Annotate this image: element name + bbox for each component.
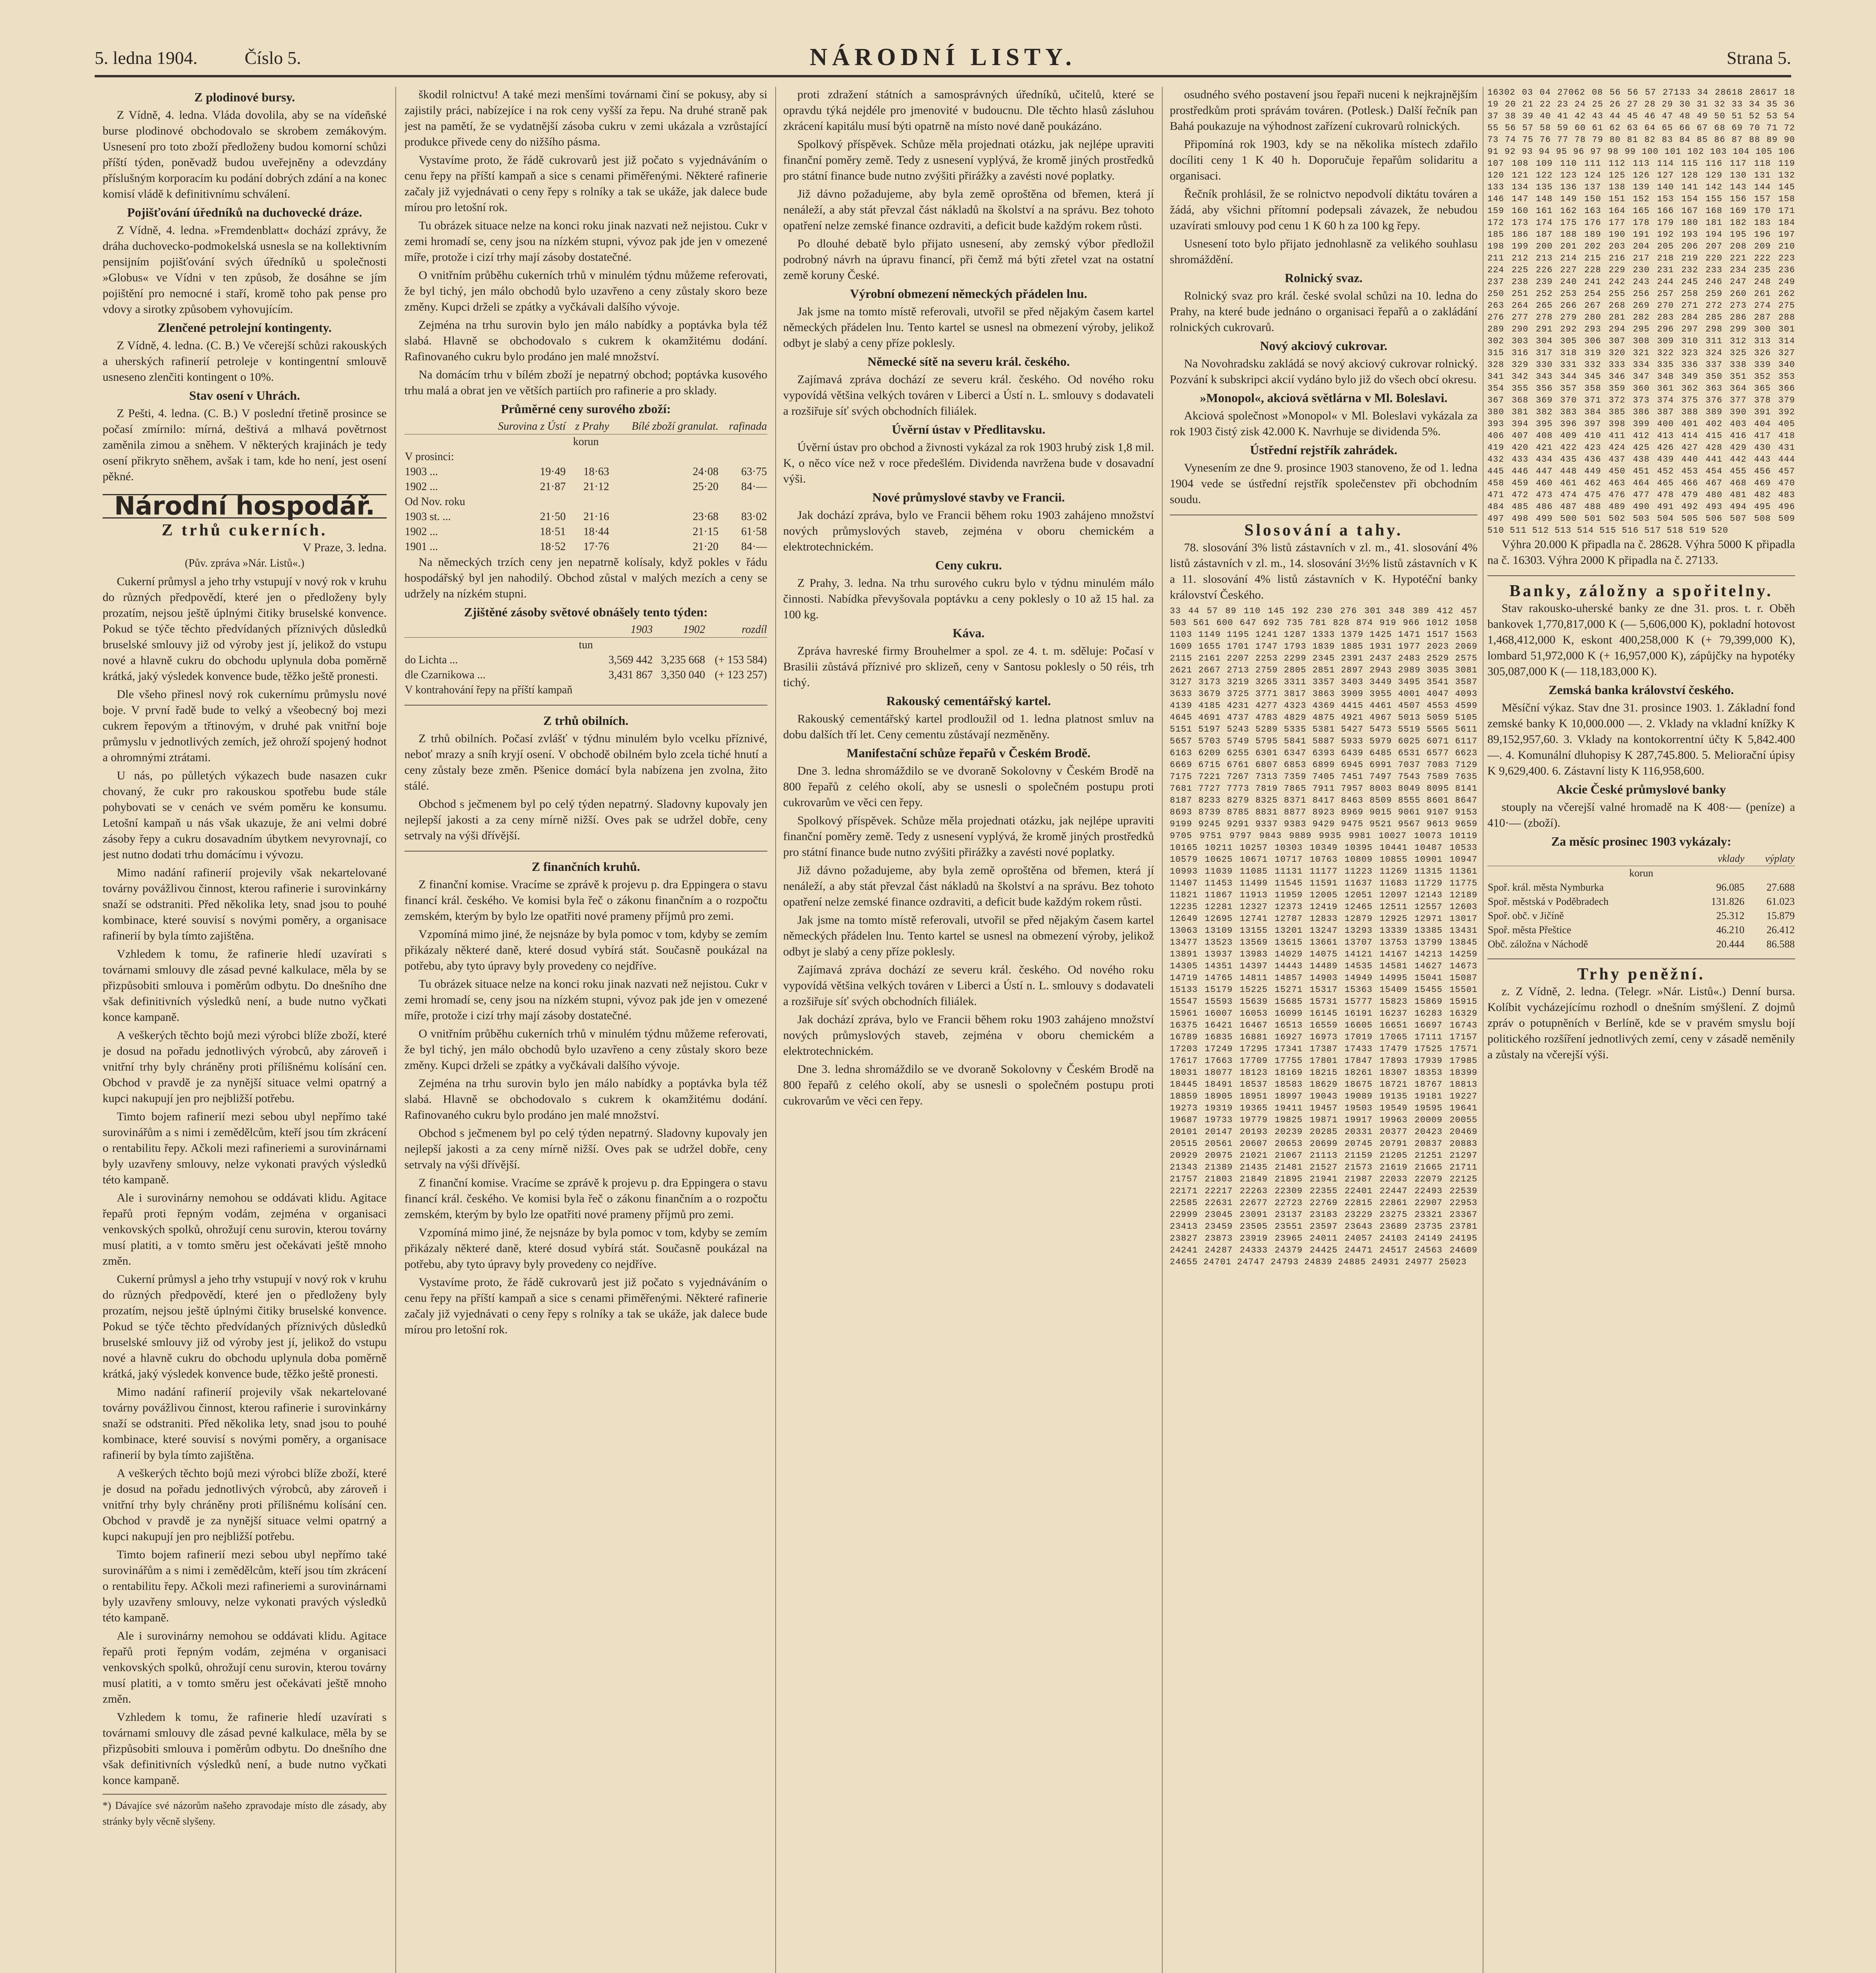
table-unit-row xyxy=(1487,866,1795,881)
article-paragraph: Tu obrázek situace nelze na konci roku jinak nazvati než nejistou. Cukr v zemi hromadí se, ceny jsou na nízkém stupni, vývoz pak jde jen v omezené míře, protože i cizí trhy mají zásoby dostatečné. xyxy=(404,977,767,1022)
article-paragraph: Vzpomíná mimo jiné, že nejsnáze by byla pomoc v tom, kdyby se zemím přikázaly některé daně, které dosud vybírá stát. Současně poukázal na potřebu, aby tyto úpravy byly provedeny co nejdříve. xyxy=(404,1226,767,1271)
issue-number: Číslo 5. xyxy=(245,48,301,68)
table-unit: korun xyxy=(1629,867,1653,879)
table-row xyxy=(404,449,767,464)
masthead xyxy=(95,43,1791,71)
table-cell: 21·16 xyxy=(583,511,610,523)
article-paragraph: Vzpomíná mimo jiné, že nejsnáze by byla pomoc v tom, kdyby se zemím přikázaly některé daně, které dosud vybírá stát. Současně poukázal na potřebu, aby tyto úpravy byly provedeny co nejdříve. xyxy=(404,928,767,972)
article-paragraph: Spolkový příspěvek. Schůze měla projednati otázku, jak nejlépe upraviti finanční poměry země. Tedy z usnesení vyplývá, že kromě jiných prostředků pro státní finance bude nutno zvýšiti přirážky a zavésti nové poplatky. xyxy=(783,814,1154,859)
table-cell: 46.210 xyxy=(1716,924,1745,936)
table-cell: 21·15 xyxy=(692,526,719,538)
article-paragraph: Zpráva havreské firmy Brouhelmer a spol. ze 4. t. m. sděluje: Počasí v Brasilii zůstává příznivé pro sklizeň, ceny v Santosu poklesly o 50 réis, trh tichý. xyxy=(783,644,1154,689)
table-header-cell: vklady xyxy=(1689,852,1745,866)
article-paragraph: Tu obrázek situace nelze na konci roku jinak nazvati než nejistou. Cukr v zemi hromadí se, ceny jsou na nízkém stupni, vývoz pak jde jen v omezené míře, protože i cizí trhy mají zásoby dostatečné. xyxy=(404,219,767,264)
article-paragraph: Spolkový příspěvek. Schůze měla projednati otázku, jak nejlépe upraviti finanční poměry země. Tedy z usnesení vyplývá, že kromě jiných prostředků pro státní finance bude nutno zvýšiti přirážky a zavésti nové poplatky. xyxy=(783,138,1154,182)
article-heading: Nové průmyslové stavby ve Francii. xyxy=(872,490,1065,504)
article-paragraph: škodil rolnictvu! A také mezi menšími továrnami činí se pokusy, aby si zajistily práci, nabízejíce i na rok ceny vyšší za řepu. Na druhé straně pak jest na pamětí, že se vydatnější zásoba cukru v zemi ukázala a vzrůstající produkce přivede ceny do nižšího pásma. xyxy=(404,88,767,148)
table-unit: tun xyxy=(579,639,593,651)
table-cell: 1902 ... xyxy=(405,526,438,538)
article-paragraph: Jak jsme na tomto místě referovali, utvořil se před nějakým časem kartel německých přádelen lnu. Tento kartel se usnesl na obmezení výroby, jelikož odbyt je slabý a ceny příze poklesly. xyxy=(783,913,1154,958)
article-paragraph: Z finanční komise. Vracíme se zprávě k projevu p. dra Eppingera o stavu financí král. českého. Ve komisi byla řeč o zákonu finančním a o rozpočtu zemském, kterým by bylo lze opatřiti nové prameny příjmů pro zemi. xyxy=(404,1176,767,1221)
stock-table xyxy=(404,622,767,698)
article-paragraph: Z finanční komise. Vracíme se zprávě k projevu p. dra Eppingera o stavu financí král. českého. Ve komisi byla řeč o zákonu finančním a o rozpočtu zemském, kterým by bylo lze opatřiti nové prameny příjmů pro zemi. xyxy=(404,878,767,923)
table-cell: Spoř. městská v Poděbradech xyxy=(1488,896,1609,907)
article-paragraph: Obchod s ječmenem byl po celý týden nepatrný. Sladovny kupovaly jen nejlepší jakosti a za ceny mírně nižší. Oves pak se udržel dobře, ceny setrvaly na výši dřívější. xyxy=(404,797,767,842)
table-cell: 19·49 xyxy=(540,466,566,478)
table-header-cell: rozdíl xyxy=(705,622,767,638)
article-paragraph: Usnesení toto bylo přijato jednohlasně za velikého souhlasu shromáždění. xyxy=(1170,237,1478,266)
table-cell: 25·20 xyxy=(692,481,719,493)
article-heading: Akcie České průmyslové banky xyxy=(1556,782,1726,796)
column-1 xyxy=(103,87,387,1973)
table-row xyxy=(1487,880,1795,895)
table-row xyxy=(404,539,767,554)
article-paragraph: Obchod s ječmenem byl po celý týden nepatrný. Sladovny kupovaly jen nejlepší jakosti a za ceny mírně nižší. Oves pak se udržel dobře, ceny setrvaly na výši dřívější. xyxy=(404,1127,767,1171)
table-cell: do Lichta ... xyxy=(405,654,458,666)
article-paragraph: Již dávno požadujeme, aby byla země oproštěna od břemen, která jí nenáleží, a aby stát převzal část nákladů na školství a na správu. Bez tohoto opatření nelze zemské finance ozdraviti, a deficit bude každým rokem růsti. xyxy=(783,187,1154,232)
table-cell: 3,350 040 xyxy=(661,669,705,681)
table-header-cell xyxy=(404,419,481,434)
column-5 xyxy=(1487,87,1795,1973)
article-paragraph: A veškerých těchto bojů mezi výrobci blíže zboží, které je dosud na pořadu jednotlivých výrobců, aby zároveň i vnitřní trhy byly chráněny proti přílišnému kolísání cen. Obchod v pravdě je za nynější situace velmi opatrný a kupci nakupují jen pro nejbližší potřebu. xyxy=(103,1467,387,1543)
article-paragraph: Po dlouhé debatě bylo přijato usnesení, aby zemský výbor předložil podrobný návrh na úpravu financí, při čemž má býti zřetel vzat na ostatní země koruny České. xyxy=(783,237,1154,282)
article-paragraph: Jak dochází zpráva, bylo ve Francii během roku 1903 zahájeno množství nových průmyslových staveb, zejména v oboru chemickém a elektrotechnickém. xyxy=(783,509,1154,553)
section-heading: Banky, záložny a spořitelny. xyxy=(1509,582,1773,600)
table-header-cell: Bílé zboží granulat. xyxy=(610,419,719,434)
table-cell xyxy=(481,494,566,509)
article-paragraph: Zajímavá zpráva dochází ze severu král. českého. Od nového roku vypovídá většina velkých továren v Liberci a Ústí n. L. smlouvy s dodavateli a rozšiřuje síť svých obchodních filiálek. xyxy=(783,373,1154,417)
article-paragraph: Řečník prohlásil, že se rolnictvo nepodvolí diktátu továren a žádá, aby všichni přítomní podepsali závazek, že nebudou uzavírati smlouvy pod cenu 1 K 60 h za 100 kg řepy. xyxy=(1170,187,1478,232)
section-heading: Národní hospodář. xyxy=(103,494,387,519)
table-cell: 25.312 xyxy=(1716,910,1745,921)
divider xyxy=(1487,575,1795,576)
column-divider xyxy=(775,87,776,1973)
table-cell: 24·08 xyxy=(692,466,719,478)
article-paragraph: Připomíná rok 1903, kdy se na několika místech zdařilo docíliti ceny 1 K 40 h. Doporučuje řepařům solidaritu a organisaci. xyxy=(1170,138,1478,182)
article-heading: Z finančních kruhů. xyxy=(531,859,640,874)
price-table xyxy=(404,419,767,554)
column-divider xyxy=(1162,87,1163,1973)
article-paragraph: Dne 3. ledna shromáždilo se ve dvoraně Sokolovny v Českém Brodě na 800 řepařů z celého okolí, aby se usnesli o společném postupu proti cukrovarům ve věci cen řepy. xyxy=(783,1063,1154,1107)
table-row xyxy=(404,524,767,539)
article-heading: »Monopol«, akciová světlárna v Ml. Boleslavi. xyxy=(1200,391,1448,405)
article-heading: Rakouský cementářský kartel. xyxy=(886,694,1051,708)
table-cell: Spoř. města Přeštice xyxy=(1488,924,1571,936)
table-cell xyxy=(610,494,719,509)
table-cell: dle Czarnikowa ... xyxy=(405,669,486,681)
divider xyxy=(404,851,767,852)
table-cell: 27.688 xyxy=(1766,882,1795,893)
article-paragraph: Dle všeho přinesl nový rok cukernímu průmyslu nové boje. V první řadě bude to velký a všeobecný boj mezi cukrem řepovým a třtinovým, v druhé pak vnitřní boje průmyslu v jednotlivých zemích, jež ohroží spojený hodnot a ohromnými ztrátami. xyxy=(103,688,387,764)
table-header-cell: z Prahy xyxy=(566,419,610,434)
table-row xyxy=(404,653,767,668)
table-cell: 61·58 xyxy=(741,526,767,538)
article-heading: Manifestační schůze řepařů v Českém Brodě. xyxy=(847,746,1090,760)
article-paragraph: Cukerní průmysl a jeho trhy vstupují v nový rok v kruhu do různých předpovědí, které jen o předloženy byly prozatím, nejsou ještě úplnými čitiky bruselské konvence. Pokud se týče těchto předvídaných příznivých důsledků bruselské smlouvy již od výroby jest jí, jelikož do vstupu nové a hlavně cukru do obchodu uplynula doba poměrně krátká, jaký výsledek konvence bude, těžko ještě pronesti. xyxy=(103,1273,387,1380)
footnote: *) Dávajíce své názorům našeho zpravodaje místo dle zásady, aby stránky byly věcně slyšeny. xyxy=(103,1794,387,1829)
table-header-cell xyxy=(404,622,601,638)
article-paragraph: Zejména na trhu surovin bylo jen málo nabídky a poptávka byla též slabá. Hlavně se obchodovalo s cukrem k okamžitému dodání. Rafinovaného cukru bylo prodáno jen malé množství. xyxy=(404,318,767,363)
article-heading: Nový akciový cukrovar. xyxy=(1260,339,1388,353)
article-paragraph: Z Vídně, 4. ledna. (C. B.) Ve včerejší schůzi rakouských a uherských rafinerií petroleje v kontingentní smlouvě usneseno zlenčiti kontingent o 10%. xyxy=(103,339,387,384)
table-header-cell: 1903 xyxy=(601,622,653,638)
dateline: V Praze, 3. ledna. xyxy=(303,541,387,554)
article-paragraph: Zajímavá zpráva dochází ze severu král. českého. Od nového roku vypovídá většina velkých továren v Liberci a Ústí n. L. smlouvy s dodavateli a rozšiřuje síť svých obchodních filiálek. xyxy=(783,963,1154,1008)
article-heading: Pojišťování úředníků na duchovecké dráze. xyxy=(127,205,362,219)
table-cell: 18·63 xyxy=(583,466,610,478)
table-row xyxy=(404,479,767,494)
article-heading: Zemská banka království českého. xyxy=(1549,683,1734,697)
subsection-heading: Z trhů cukerních. xyxy=(161,521,328,539)
article-paragraph: U nás, po půlletých výkazech bude nasazen cukr chovaný, že cukr pro rakouskou spotřebu bude stále pohybovati se v cenách ve svém poměru ke konsumu. Letošní kampaň u nás však ukazuje, že ani velmi dobré zásoby řepy a cukru dosavadním úbytkem nevyrovnají, co jest nutno dodati trhu domácímu i vývozu. xyxy=(103,769,387,861)
table-cell: 21·12 xyxy=(583,481,610,493)
table-cell: Spoř. obč. v Jičíně xyxy=(1488,910,1564,921)
column-4 xyxy=(1170,87,1478,1973)
article-paragraph: Z Vídně, 4. ledna. Vláda dovolila, aby se na vídeňské burse plodinové obchodovalo se skrobem zemákovým. Usnesení pro toto zboží předloženy budou komorní schůzi příští týden, poněvadž budou uveřejněny a odevzdány příslušným korporacím ku podání dobrých zdání a na konec komisí vládě k definitivnímu schválení. xyxy=(103,109,387,200)
article-paragraph: Rakouský cementářský kartel prodloužil od 1. ledna platnost smluv na dobu dalších tří let. Ceny cementu zůstávají nezměněny. xyxy=(783,712,1154,741)
article-paragraph: Z Prahy, 3. ledna. Na trhu surového cukru bylo v týdnu minulém málo činnosti. Nabídka převyšovala poptávku a ceny poklesly o 10 až 15 hal. za 100 kg. xyxy=(783,577,1154,621)
article-heading: Káva. xyxy=(952,626,985,640)
table-cell xyxy=(610,449,719,464)
table-title: Zjištěné zásoby světové obnášely tento týden: xyxy=(464,605,708,619)
savings-table xyxy=(1487,852,1795,951)
article-heading: Ústřední rejstřík zahrádek. xyxy=(1250,443,1397,457)
article-paragraph: Jak jsme na tomto místě referovali, utvořil se před nějakým časem kartel německých přádelen lnu. Tento kartel se usnesl na obmezení výroby, jelikož odbyt je slabý a ceny příze poklesly. xyxy=(783,305,1154,350)
table-title: Za měsíc prosinec 1903 vykázaly: xyxy=(1551,834,1732,848)
article-heading: Německé sítě na severu král. českého. xyxy=(867,354,1070,369)
article-heading: Úvěrní ústav v Předlitavsku. xyxy=(892,422,1046,436)
table-row xyxy=(1487,937,1795,951)
article-paragraph: Timto bojem rafinerií mezi sebou ubyl nepřímo také surovinářům a s nimi i zemědělcům, kteří jsou tím zkrácení o rentabilitu řepy. Ačkoli mezi rafineriemi a surovinárnami byly uzavřeny smlouvy, nelze vykonati pravých výsledků této kampaně. xyxy=(103,1110,387,1186)
column-2 xyxy=(404,87,767,1973)
table-row xyxy=(1487,909,1795,923)
table-unit-row xyxy=(404,638,767,653)
table-cell: 61.023 xyxy=(1766,896,1795,907)
article-paragraph: Zejména na trhu surovin bylo jen málo nabídky a poptávka byla též slabá. Hlavně se obchodovalo s cukrem k okamžitému dodání. Rafinovaného cukru bylo prodáno jen malé množství. xyxy=(404,1077,767,1121)
table-unit: korun xyxy=(573,436,599,448)
table-row xyxy=(404,668,767,683)
table-cell: 1901 ... xyxy=(405,541,438,553)
table-cell: 1903 st. ... xyxy=(405,511,451,523)
article-paragraph: Mimo nadání rafinerií projevily však nekartelované továrny povážlivou činnost, kterou rafinerie i surovinkárny snaží se odstraniti. Před několika lety, snad jsou to pouhé kombinace, které souvisí s novými poměry, a organisace rafinerií by byla tímto zajištěna. xyxy=(103,866,387,942)
table-cell: 21·20 xyxy=(692,541,719,553)
table-cell xyxy=(653,683,705,698)
article-paragraph: Dne 3. ledna shromáždilo se ve dvoraně Sokolovny v Českém Brodě na 800 řepařů z celého okolí, aby se usnesli o společném postupu proti cukrovarům ve věci cen řepy. xyxy=(783,764,1154,809)
table-cell: 21·87 xyxy=(540,481,566,493)
article-paragraph: Z Pešti, 4. ledna. (C. B.) V poslední třetině prosince se počasí zmírnilo: mírná, deštivá a mlhavá povětrnost zaměnila zimou a sněhem. V některých krajinách je tedy osení přikryto sněhem, avšak i tam, kde ho není, jest osení pěkné. xyxy=(103,407,387,483)
table-cell: 3,431 867 xyxy=(608,669,653,681)
article-heading: Z trhů obilních. xyxy=(543,713,629,728)
table-cell: 83·02 xyxy=(741,511,767,523)
table-cell xyxy=(481,449,566,464)
table-header-row xyxy=(1487,852,1795,866)
article-paragraph: Jak dochází zpráva, bylo ve Francii během roku 1903 zahájeno množství nových průmyslových staveb, zejména v oboru chemickém a elektrotechnickém. xyxy=(783,1013,1154,1058)
article-heading: Z plodinové bursy. xyxy=(194,90,295,104)
article-paragraph: Ale i surovinárny nemohou se oddávati klidu. Agitace řepařů proti řepným vodám, zejména v organisaci venkovských spolků, ohrožují cenu surovin, kterou továrny musí platiti, a v tomto směru jest očekávati ještě mnoho změn. xyxy=(103,1191,387,1267)
table-cell: Obč. záložna v Náchodě xyxy=(1488,938,1588,950)
table-cell: Od Nov. roku xyxy=(405,496,465,508)
table-row xyxy=(404,509,767,524)
table-cell: 18·44 xyxy=(583,526,610,538)
table-cell xyxy=(566,494,610,509)
table-cell: 3,569 442 xyxy=(608,654,653,666)
table-cell: Spoř. král. města Nymburka xyxy=(1488,882,1604,893)
article-paragraph: 78. slosování 3% listů zástavních v zl. m., 41. slosování 4% listů zástavních v zl. m., 14. slosování 3½% listů zástavních v K a 11. slosování 4% listů zástavních v K. Hypotéční banky království Českého. xyxy=(1170,541,1478,601)
divider xyxy=(1487,958,1795,959)
article-paragraph: Z Vídně, 4. ledna. »Fremdenblatt« dochází zprávy, že dráha duchovecko-podmokelská usnesla se na kollektivním pensijním pojišťování svých úředníků u společnosti »Globus« ve Vídni v ten způsob, že dosáhne se jím pojištění pro nemocné i staří, kromě toho pak pense pro vdovy a sirotky způsobem vyhovujícím. xyxy=(103,224,387,316)
article-heading: Rolnický svaz. xyxy=(1285,271,1363,285)
section-heading: Trhy peněžní. xyxy=(1577,965,1706,983)
article-paragraph: Cukerní průmysl a jeho trhy vstupují v nový rok v kruhu do různých předpovědí, které jen o předloženy byly prozatím, nejsou ještě úplnými čitiky bruselské konvence. Pokud se týče těchto předvídaných příznivých důsledků bruselské smlouvy již od výroby jest jí, jelikož do vstupu nové a hlavně cukru do obchodu uplynula doba poměrně krátká, jaký výsledek konvence bude, těžko ještě pronesti. xyxy=(103,575,387,683)
table-cell xyxy=(705,683,767,698)
table-cell: 3,235 668 xyxy=(661,654,705,666)
section-heading: Slosování a tahy. xyxy=(1244,521,1403,539)
table-cell xyxy=(719,449,767,464)
table-cell xyxy=(719,494,767,509)
table-row xyxy=(1487,923,1795,937)
article-heading: Výrobní obmezení německých přádelen lnu. xyxy=(850,286,1087,301)
table-cell xyxy=(601,683,653,698)
table-cell: V prosinci: xyxy=(405,451,454,463)
table-header-cell: výplaty xyxy=(1745,852,1795,866)
table-cell: 96.085 xyxy=(1716,882,1745,893)
article-paragraph: Rolnický svaz pro král. české svolal schůzi na 10. ledna do Prahy, na které bude jednáno o organisaci řepařů a o zakládání rolnických cukrovarů. xyxy=(1170,289,1478,334)
table-row xyxy=(1487,895,1795,909)
article-paragraph: Vzhledem k tomu, že rafinerie hledí uzavírati s továrnami smlouvy dle zásad pevné kalkulace, měla by se přizpůsobiti smlouva i poměrům odbytu. Do dnešního dne však definitivních výsledků není, a bude nutno vyčkati konce kampaně. xyxy=(103,1711,387,1787)
article-paragraph: Vystavíme proto, že řádě cukrovarů jest již počato s vyjednáváním o cenu řepy na příští kampaň a sice s cenami přiměřenými. Některé rafinerie začaly již vyjednávati o ceny řepy s rolníky a tak se ukáže, jak dalece bude mírou pro letošní rok. xyxy=(404,1276,767,1336)
divider xyxy=(404,705,767,706)
column-divider xyxy=(395,87,396,1973)
article-paragraph: stouply na včerejší valné hromadě na K 408·— (peníze) a 410·— (zboží). xyxy=(1487,801,1795,829)
drawn-numbers-list: 33 44 57 89 110 145 192 230 276 301 348 389 412 457 503 561 600 647 692 735 781 828 874 919 966 1012 1058 1103 1149 1195 1241 1287 1333 1379 1425 1471 1517 1563 1609 1655 1701 1747 1793 1839 1885 1931 1977 2023 2069 2115 2161 2207 2253 2299 2345 2391 2437 2483 2529 2575 2621 2667 2713 2759 2805 2851 2897 2943 2989 3035 3081 3127 3173 3219 3265 3311 3357 3403 3449 3495 3541 3587 3633 3679 3725 3771 3817 3863 3909 3955 4001 4047 4093 4139 4185 4231 4277 4323 4369 4415 4461 4507 4553 4599 4645 4691 4737 4783 4829 4875 4921 4967 5013 5059 5105 5151 5197 5243 5289 5335 5381 5427 5473 5519 5565 5611 5657 5703 5749 5795 5841 5887 5933 5979 6025 6071 6117 6163 6209 6255 6301 6347 6393 6439 6485 6531 6577 6623 6669 6715 6761 6807 6853 6899 6945 6991 7037 7083 7129 7175 7221 7267 7313 7359 7405 7451 7497 7543 7589 7635 7681 7727 7773 7819 7865 7911 7957 8003 8049 8095 8141 8187 8233 8279 8325 8371 8417 8463 8509 8555 8601 8647 8693 8739 8785 8831 8877 8923 8969 9015 9061 9107 9153 9199 9245 9291 9337 9383 9429 9475 9521 9567 9613 9659 9705 9751 9797 9843 9889 9935 9981 10027 10073 10119 10165 10211 10257 10303 10349 10395 10441 10487 10533 10579 10625 10671 10717 10763 10809 10855 10901 10947 10993 11039 11085 11131 11177 11223 11269 11315 11361 11407 11453 11499 11545 11591 11637 11683 11729 11775 11821 11867 11913 11959 12005 12051 12097 12143 12189 12235 12281 12327 12373 12419 12465 12511 12557 12603 12649 12695 12741 12787 12833 12879 12925 12971 13017 13063 13109 13155 13201 13247 13293 13339 13385 13431 13477 13523 13569 13615 13661 13707 13753 13799 13845 13891 13937 13983 14029 14075 14121 14167 14213 14259 14305 14351 14397 14443 14489 14535 14581 14627 14673 14719 14765 14811 14857 14903 14949 14995 15041 15087 15133 15179 15225 15271 15317 15363 15409 15455 15501 15547 15593 15639 15685 15731 15777 15823 15869 15915 15961 16007 16053 16099 16145 16191 16237 16283 16329 16375 16421 16467 16513 16559 16605 16651 16697 16743 16789 16835 16881 16927 16973 17019 17065 17111 17157 17203 17249 17295 17341 17387 17433 17479 17525 17571 17617 17663 17709 17755 17801 17847 17893 17939 17985 18031 18077 18123 18169 18215 18261 18307 18353 18399 18445 18491 18537 18583 18629 18675 18721 18767 18813 18859 18905 18951 18997 19043 19089 19135 19181 19227 19273 19319 19365 19411 19457 19503 19549 19595 19641 19687 19733 19779 19825 19871 19917 19963 20009 20055 20101 20147 20193 20239 20285 20331 20377 20423 20469 20515 20561 20607 20653 20699 20745 20791 20837 20883 20929 20975 21021 21067 21113 21159 21205 21251 21297 21343 21389 21435 21481 21527 21573 21619 21665 21711 21757 21803 21849 21895 21941 21987 22033 22079 22125 22171 22217 22263 22309 22355 22401 22447 22493 22539 22585 22631 22677 22723 22769 22815 22861 22907 22953 22999 23045 23091 23137 23183 23229 23275 23321 23367 23413 23459 23505 23551 23597 23643 23689 23735 23781 23827 23873 23919 23965 24011 24057 24103 24149 24195 24241 24287 24333 24379 24425 24471 24517 24563 24609 24655 24701 24747 24793 24839 24885 24931 24977 25023 xyxy=(1170,606,1478,1267)
article-paragraph: A veškerých těchto bojů mezi výrobci blíže zboží, které je dosud na pořadu jednotlivých výrobců, aby zároveň i vnitřní trhy byly chráněny proti přílišnému kolísání cen. Obchod v pravdě je za nynější situace velmi opatrný a kupci nakupují jen pro nejbližší potřebu. xyxy=(103,1029,387,1105)
table-row xyxy=(404,494,767,509)
table-header-cell xyxy=(1487,852,1689,866)
table-cell: 131.826 xyxy=(1711,896,1745,907)
table-cell: 18·51 xyxy=(540,526,566,538)
table-cell: 84·— xyxy=(741,541,767,553)
article-paragraph: Již dávno požadujeme, aby byla země oproštěna od břemen, která jí nenáleží, a aby stát převzal část nákladů na školství a na správu. Bez tohoto opatření nelze zemské finance ozdraviti, a deficit bude každým rokem růsti. xyxy=(783,864,1154,908)
article-paragraph: Ale i surovinárny nemohou se oddávati klidu. Agitace řepařů proti řepným vodám, zejména v organisaci venkovských spolků, ohrožují cenu surovin, kterou továrny musí platiti, a v tomto směru jest očekávati ještě mnoho změn. xyxy=(103,1629,387,1705)
table-cell: (+ 123 257) xyxy=(714,669,767,681)
table-cell: 1903 ... xyxy=(405,466,438,478)
article-paragraph: Úvěrní ústav pro obchod a živnosti vykázal za rok 1903 hrubý zisk 1,8 mil. K, o něco více než v roce předešlém. Dividenda navržena bude v dosavadní výši. xyxy=(783,441,1154,485)
table-cell: 17·76 xyxy=(583,541,610,553)
article-paragraph: Vynesením ze dne 9. prosince 1903 stanoveno, že od 1. ledna 1904 vede se ústřední rejstřík společenstev při obchodním soudu. xyxy=(1170,461,1478,506)
article-heading: Stav osení v Uhrách. xyxy=(189,388,300,402)
article-heading: Ceny cukru. xyxy=(935,558,1002,572)
table-cell xyxy=(566,449,610,464)
page-number: Strana 5. xyxy=(1726,48,1791,68)
masthead-rule xyxy=(95,75,1791,77)
table-cell: 20.444 xyxy=(1716,938,1745,950)
table-cell: 23·68 xyxy=(692,511,719,523)
table-header-cell: Surovina z Ústí xyxy=(481,419,566,434)
table-row xyxy=(404,683,767,698)
table-cell: 63·75 xyxy=(741,466,767,478)
article-paragraph: Stav rakousko-uherské banky ze dne 31. pros. t. r. Oběh bankovek 1,770,817,000 K (— 5,606,000 K), pokladní hotovost 1,468,412,000 K, eskont 400,258,000 K (+ 79,399,000 K), lombard 51,972,000 K (+ 16,957,000 K), zápůjčky na hypotéky 305,087,000 K (— 118,183,000 K). xyxy=(1487,602,1795,678)
article-paragraph: Měsíční výkaz. Stav dne 31. prosince 1903. 1. Základní fond zemské banky K 10,000.000 —. 2. Vklady na vkladní knížky K 89,152,957,60. 3. Vklady na kontokorrentní účty K 5,842.400 —. 4. Komunální dluhopisy K 287,745.800. 5. Meliorační úpisy K 9,629,400. 6. Zástavní listy K 116,958,600. xyxy=(1487,701,1795,777)
article-paragraph: O vnitřním průběhu cukerních trhů v minulém týdnu můžeme referovati, že byl tichý, jen málo obchodů bylo uzavřeno a ceny zůstaly skoro beze změny. Kupci drželi se zpátky a vyčkávali dalšího vývoje. xyxy=(404,1027,767,1072)
table-title: Průměrné ceny surového zboží: xyxy=(501,402,671,416)
table-header-cell: 1902 xyxy=(653,622,705,638)
article-paragraph: Na německých trzích ceny jen nepatrně kolísaly, když pokles v řádu hospodářský byl jen nahodilý. Obchod zůstal v malých mezích a ceny se udržely na nízkém stupni. xyxy=(404,556,767,600)
article-paragraph: osudného svého postavení jsou řepaři nuceni k nejkrajnějším prostředkům proti správám továren. (Potlesk.) Další řečník pan Bahá poukazuje na výhodnost zařízení cukrovarů rolnických. xyxy=(1170,88,1478,133)
article-paragraph: Výhra 20.000 K připadla na č. 28628. Výhra 5000 K připadla na č. 16303. Výhra 2000 K připadla na č. 27133. xyxy=(1487,538,1795,567)
drawn-numbers-list: 16302 03 04 27062 08 56 56 57 27133 34 28618 28617 18 19 20 21 22 23 24 25 26 27 28 29 30 31 32 33 34 35 36 37 38 39 40 41 42 43 44 45 46 47 48 49 50 51 52 53 54 55 56 57 58 59 60 61 62 63 64 65 66 67 68 69 70 71 72 73 74 75 76 77 78 79 80 81 82 83 84 85 86 87 88 89 90 91 92 93 94 95 96 97 98 99 100 101 102 103 104 105 106 107 108 109 110 111 112 113 114 115 116 117 118 119 120 121 122 123 124 125 126 127 128 129 130 131 132 133 134 135 136 137 138 139 140 141 142 143 144 145 146 147 148 149 150 151 152 153 154 155 156 157 158 159 160 161 162 163 164 165 166 167 168 169 170 171 172 173 174 175 176 177 178 179 180 181 182 183 184 185 186 187 188 189 190 191 192 193 194 195 196 197 198 199 200 201 202 203 204 205 206 207 208 209 210 211 212 213 214 215 216 217 218 219 220 221 222 223 224 225 226 227 228 229 230 231 232 233 234 235 236 237 238 239 240 241 242 243 244 245 246 247 248 249 250 251 252 253 254 255 256 257 258 259 260 261 262 263 264 265 266 267 268 269 270 271 272 273 274 275 276 277 278 279 280 281 282 283 284 285 286 287 288 289 290 291 292 293 294 295 296 297 298 299 300 301 302 303 304 305 306 307 308 309 310 311 312 313 314 315 316 317 318 319 320 321 322 323 324 325 326 327 328 329 330 331 332 333 334 335 336 337 338 339 340 341 342 343 344 345 346 347 348 349 350 351 352 353 354 355 356 357 358 359 360 361 362 363 364 365 366 367 368 369 370 371 372 373 374 375 376 377 378 379 380 381 382 383 384 385 386 387 388 389 390 391 392 393 394 395 396 397 398 399 400 401 402 403 404 405 406 407 408 409 410 411 412 413 414 415 416 417 418 419 420 421 422 423 424 425 426 427 428 429 430 431 432 433 434 435 436 437 438 439 440 441 442 443 444 445 446 447 448 449 450 451 452 453 454 455 456 457 458 459 460 461 462 463 464 465 466 467 468 469 470 471 472 473 474 475 476 477 478 479 480 481 482 483 484 485 486 487 488 489 490 491 492 493 494 495 496 497 498 499 500 501 502 503 504 505 506 507 508 509 510 511 512 513 514 515 516 517 518 519 520 xyxy=(1487,88,1795,535)
newspaper-title: NÁRODNÍ LISTY. xyxy=(810,44,1076,71)
article-paragraph: Mimo nadání rafinerií projevily však nekartelované továrny povážlivou činnost, kterou rafinerie i surovinkárny snaží se odstraniti. Před několika lety, snad jsou to pouhé kombinace, které souvisí s novými poměry, a organisace rafinerií by byla tímto zajištěna. xyxy=(103,1385,387,1462)
article-paragraph: O vnitřním průběhu cukerních trhů v minulém týdnu můžeme referovati, že byl tichý, jen málo obchodů bylo uzavřeno a ceny zůstaly skoro beze změny. Kupci drželi se zpátky a vyčkávali dalšího vývoje. xyxy=(404,269,767,313)
article-paragraph: Na domácím trhu v bílém zboží je nepatrný obchod; poptávka kusového trhu malá a obrat jen ve větších partiích pro rafinerie a pro sklady. xyxy=(404,368,767,397)
article-paragraph: Akciová společnost »Monopol« v Ml. Boleslavi vykázala za rok 1903 čistý zisk 42.000 K. Navrhuje se dividenda 5%. xyxy=(1170,409,1478,438)
table-cell: V kontrahování řepy na příští kampaň xyxy=(405,684,572,696)
article-paragraph: Na Novohradsku zakládá se nový akciový cukrovar rolnický. Pozvání k subskripci akcií vydáno bylo již do všech obcí okresu. xyxy=(1170,357,1478,386)
table-cell: 21·50 xyxy=(540,511,566,523)
article-heading: Zlenčené petrolejní kontingenty. xyxy=(157,320,332,335)
table-header-row xyxy=(404,622,767,638)
table-row xyxy=(404,464,767,479)
table-header-row xyxy=(404,419,767,434)
article-paragraph: Vystavíme proto, že řádě cukrovarů jest již počato s vyjednáváním o cenu řepy na příští kampaň a sice s cenami přiměřenými. Některé rafinerie začaly již vyjednávati o ceny řepy s rolníky a tak se ukáže, jak dalece bude mírou pro letošní rok. xyxy=(404,153,767,214)
article-paragraph: Z trhů obilních. Počasí zvlášť v týdnu minulém bylo vcelku příznivé, neboť mrazy a sníh kryjí osení. V obchodě obilném bylo zcela tiché hnutí a ceny zůstaly beze změn. Pšenice domácí byla nabízena jen zvolna, žito stálé. xyxy=(404,732,767,792)
table-cell: 84·— xyxy=(741,481,767,493)
source-note: (Pův. zpráva »Nár. Listů«.) xyxy=(185,557,305,569)
table-cell: 1902 ... xyxy=(405,481,438,493)
table-unit-row xyxy=(404,434,767,450)
article-paragraph: z. Z Vídně, 2. ledna. (Telegr. »Nár. Listů«.) Denní bursa. Kolíbit vycházejícímu rozhodl o dnešním smýšlení. Z dojmů zpráv o potupněních v Berlíně, kde se v pravém smyslu bojí politického rozšíření jednotlivých zemí, ceny v zásadě neměnily a zůstaly na včerejší výši. xyxy=(1487,985,1795,1061)
article-paragraph: Timto bojem rafinerií mezi sebou ubyl nepřímo také surovinářům a s nimi i zemědělcům, kteří jsou tím zkrácení o rentabilitu řepy. Ačkoli mezi rafineriemi a surovinárnami byly uzavřeny smlouvy, nelze vykonati pravých výsledků této kampaně. xyxy=(103,1548,387,1624)
table-cell: 26.412 xyxy=(1766,924,1795,936)
column-3 xyxy=(783,87,1154,1973)
table-cell: 18·52 xyxy=(540,541,566,553)
table-cell: 86.588 xyxy=(1766,938,1795,950)
table-header-cell: rafinada xyxy=(719,419,767,434)
article-paragraph: proti zdražení státních a samosprávných úředníků, učitelů, které se opravdu týká nejdéle pro jmenovité v budoucnu. Dle těchto hlasů zásluhou zkrácení kapitálu musí býti opatrně na místo nové daně poukázáno. xyxy=(783,88,1154,133)
issue-date: 5. ledna 1904. xyxy=(95,48,198,68)
table-cell: (+ 153 584) xyxy=(714,654,767,666)
article-paragraph: Vzhledem k tomu, že rafinerie hledí uzavírati s továrnami smlouvy dle zásad pevné kalkulace, měla by se přizpůsobiti smlouva i poměrům odbytu. Do dnešního dne však definitivních výsledků není, a bude nutno vyčkati konce kampaně. xyxy=(103,947,387,1024)
table-cell: 15.879 xyxy=(1766,910,1795,921)
